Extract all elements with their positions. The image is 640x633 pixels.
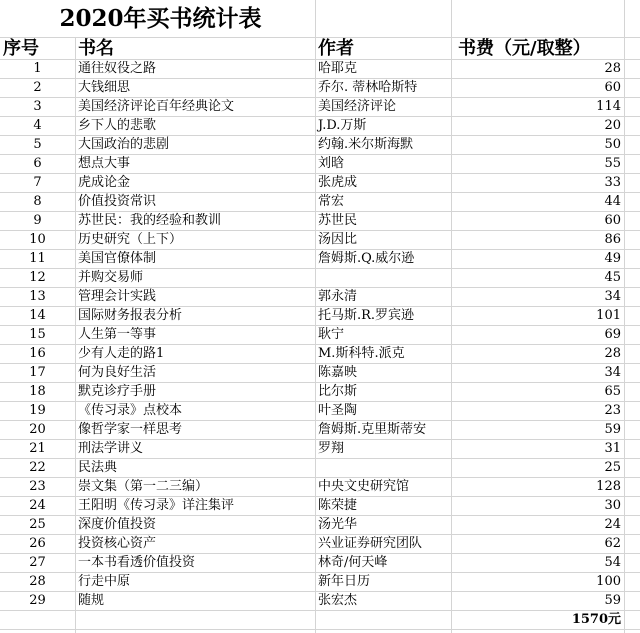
row-book[interactable]: 王阳明《传习录》详注集评 bbox=[76, 497, 316, 516]
cell[interactable] bbox=[625, 421, 640, 440]
row-index[interactable]: 5 bbox=[0, 136, 76, 155]
row-author[interactable] bbox=[316, 459, 452, 478]
row-book[interactable]: 想点大事 bbox=[76, 155, 316, 174]
row-index[interactable]: 1 bbox=[0, 60, 76, 79]
row-author[interactable]: J.D.万斯 bbox=[316, 117, 452, 136]
row-book[interactable]: 管理会计实践 bbox=[76, 288, 316, 307]
row-book[interactable]: 价值投资常识 bbox=[76, 193, 316, 212]
table-row bbox=[0, 402, 640, 421]
cell[interactable] bbox=[625, 231, 640, 250]
row-index[interactable]: 8 bbox=[0, 193, 76, 212]
row-author[interactable]: 约翰.米尔斯海默 bbox=[316, 136, 452, 155]
cell[interactable] bbox=[625, 592, 640, 611]
cell[interactable] bbox=[625, 364, 640, 383]
row-book[interactable]: 历史研究（上下） bbox=[76, 231, 316, 250]
row-author[interactable]: 兴业证券研究团队 bbox=[316, 535, 452, 554]
row-author[interactable]: 林奇/何天峰 bbox=[316, 554, 452, 573]
row-author[interactable]: 张宏杰 bbox=[316, 592, 452, 611]
cell[interactable] bbox=[316, 611, 452, 630]
row-author[interactable]: 叶圣陶 bbox=[316, 402, 452, 421]
cell[interactable] bbox=[625, 98, 640, 117]
row-index[interactable]: 19 bbox=[0, 402, 76, 421]
row-index[interactable]: 12 bbox=[0, 269, 76, 288]
row-author[interactable]: 托马斯.R.罗宾逊 bbox=[316, 307, 452, 326]
row-book[interactable]: 大国政治的悲剧 bbox=[76, 136, 316, 155]
row-author[interactable]: 比尔斯 bbox=[316, 383, 452, 402]
row-price[interactable]: 49 bbox=[452, 250, 625, 269]
header-author[interactable]: 作者 bbox=[316, 38, 452, 60]
row-index[interactable]: 29 bbox=[0, 592, 76, 611]
row-book[interactable]: 深度价值投资 bbox=[76, 516, 316, 535]
row-index[interactable]: 11 bbox=[0, 250, 76, 269]
cell[interactable] bbox=[625, 402, 640, 421]
table-row bbox=[0, 174, 640, 193]
row-author[interactable]: M.斯科特.派克 bbox=[316, 345, 452, 364]
table-row bbox=[0, 307, 640, 326]
row-author[interactable]: 常宏 bbox=[316, 193, 452, 212]
row-index[interactable]: 24 bbox=[0, 497, 76, 516]
header-price[interactable]: 书费（元/取整） bbox=[452, 38, 625, 60]
row-author[interactable]: 张虎成 bbox=[316, 174, 452, 193]
row-book[interactable]: 《传习录》点校本 bbox=[76, 402, 316, 421]
table-row bbox=[0, 497, 640, 516]
cell[interactable] bbox=[625, 383, 640, 402]
row-index[interactable]: 14 bbox=[0, 307, 76, 326]
total-row bbox=[0, 611, 640, 630]
cell[interactable] bbox=[625, 573, 640, 592]
row-index[interactable]: 27 bbox=[0, 554, 76, 573]
row-price[interactable]: 45 bbox=[452, 269, 625, 288]
row-book[interactable]: 行走中原 bbox=[76, 573, 316, 592]
row-book[interactable]: 乡下人的悲歌 bbox=[76, 117, 316, 136]
cell[interactable] bbox=[625, 0, 640, 38]
row-index[interactable]: 10 bbox=[0, 231, 76, 250]
row-index[interactable]: 25 bbox=[0, 516, 76, 535]
row-price[interactable]: 114 bbox=[452, 98, 625, 117]
row-price[interactable]: 34 bbox=[452, 288, 625, 307]
table-row bbox=[0, 345, 640, 364]
row-index[interactable]: 26 bbox=[0, 535, 76, 554]
cell[interactable] bbox=[0, 611, 76, 630]
cell[interactable] bbox=[625, 516, 640, 535]
row-index[interactable]: 21 bbox=[0, 440, 76, 459]
table-row bbox=[0, 440, 640, 459]
cell[interactable] bbox=[625, 535, 640, 554]
row-price[interactable]: 24 bbox=[452, 516, 625, 535]
cell[interactable] bbox=[625, 136, 640, 155]
table-row bbox=[0, 383, 640, 402]
row-price[interactable]: 33 bbox=[452, 174, 625, 193]
table-row bbox=[0, 288, 640, 307]
row-author[interactable]: 刘晗 bbox=[316, 155, 452, 174]
table-row bbox=[0, 592, 640, 611]
row-book[interactable]: 刑法学讲义 bbox=[76, 440, 316, 459]
row-index[interactable]: 22 bbox=[0, 459, 76, 478]
row-index[interactable]: 4 bbox=[0, 117, 76, 136]
row-author[interactable]: 哈耶克 bbox=[316, 60, 452, 79]
header-index[interactable]: 序号 bbox=[0, 38, 76, 60]
row-price[interactable]: 30 bbox=[452, 497, 625, 516]
row-book[interactable]: 何为良好生活 bbox=[76, 364, 316, 383]
row-author[interactable]: 罗翔 bbox=[316, 440, 452, 459]
row-book[interactable]: 一本书看透价值投资 bbox=[76, 554, 316, 573]
table-row bbox=[0, 250, 640, 269]
table-row bbox=[0, 269, 640, 288]
row-book[interactable]: 大钱细思 bbox=[76, 79, 316, 98]
row-price[interactable]: 23 bbox=[452, 402, 625, 421]
cell[interactable] bbox=[625, 212, 640, 231]
row-book[interactable]: 虎成论金 bbox=[76, 174, 316, 193]
table-row bbox=[0, 212, 640, 231]
cell[interactable] bbox=[625, 193, 640, 212]
row-book[interactable]: 投资核心资产 bbox=[76, 535, 316, 554]
row-price[interactable]: 86 bbox=[452, 231, 625, 250]
row-book[interactable]: 崇文集（第一二三编） bbox=[76, 478, 316, 497]
row-book[interactable]: 随规 bbox=[76, 592, 316, 611]
row-index[interactable]: 2 bbox=[0, 79, 76, 98]
row-price[interactable]: 60 bbox=[452, 79, 625, 98]
row-index[interactable]: 23 bbox=[0, 478, 76, 497]
table-row bbox=[0, 459, 640, 478]
table-row bbox=[0, 98, 640, 117]
row-author[interactable]: 美国经济评论 bbox=[316, 98, 452, 117]
table-row bbox=[0, 478, 640, 497]
table-row bbox=[0, 554, 640, 573]
cell[interactable] bbox=[625, 554, 640, 573]
cell[interactable] bbox=[76, 611, 316, 630]
row-price[interactable]: 59 bbox=[452, 421, 625, 440]
table-row bbox=[0, 535, 640, 554]
cell[interactable] bbox=[625, 478, 640, 497]
row-author[interactable]: 陈荣捷 bbox=[316, 497, 452, 516]
row-price[interactable]: 128 bbox=[452, 478, 625, 497]
cell[interactable] bbox=[625, 79, 640, 98]
table-row bbox=[0, 60, 640, 79]
table-row bbox=[0, 117, 640, 136]
table-title[interactable]: 2020年买书统计表 bbox=[0, 0, 316, 38]
row-author[interactable]: 郭永清 bbox=[316, 288, 452, 307]
total-value[interactable]: 1570元 bbox=[452, 611, 625, 630]
row-price[interactable]: 25 bbox=[452, 459, 625, 478]
row-price[interactable]: 100 bbox=[452, 573, 625, 592]
row-book[interactable]: 民法典 bbox=[76, 459, 316, 478]
row-price[interactable]: 20 bbox=[452, 117, 625, 136]
row-price[interactable]: 60 bbox=[452, 212, 625, 231]
row-author[interactable] bbox=[316, 269, 452, 288]
row-author[interactable]: 中央文史研究馆 bbox=[316, 478, 452, 497]
row-author[interactable]: 苏世民 bbox=[316, 212, 452, 231]
table-row bbox=[0, 231, 640, 250]
cell[interactable] bbox=[625, 497, 640, 516]
row-index[interactable]: 15 bbox=[0, 326, 76, 345]
header-book[interactable]: 书名 bbox=[76, 38, 316, 60]
cell[interactable] bbox=[625, 326, 640, 345]
row-book[interactable]: 美国经济评论百年经典论文 bbox=[76, 98, 316, 117]
cell[interactable] bbox=[316, 0, 452, 38]
row-book[interactable]: 美国官僚体制 bbox=[76, 250, 316, 269]
cell[interactable] bbox=[625, 155, 640, 174]
cell[interactable] bbox=[625, 60, 640, 79]
row-index[interactable]: 18 bbox=[0, 383, 76, 402]
cell[interactable] bbox=[625, 307, 640, 326]
row-index[interactable]: 6 bbox=[0, 155, 76, 174]
cell[interactable] bbox=[625, 117, 640, 136]
cell[interactable] bbox=[625, 174, 640, 193]
row-book[interactable]: 通往奴役之路 bbox=[76, 60, 316, 79]
row-book[interactable]: 并购交易师 bbox=[76, 269, 316, 288]
cell[interactable] bbox=[625, 440, 640, 459]
row-book[interactable]: 苏世民：我的经验和教训 bbox=[76, 212, 316, 231]
row-index[interactable]: 20 bbox=[0, 421, 76, 440]
row-price[interactable]: 59 bbox=[452, 592, 625, 611]
table-row bbox=[0, 155, 640, 174]
row-price[interactable]: 28 bbox=[452, 345, 625, 364]
row-price[interactable]: 28 bbox=[452, 60, 625, 79]
row-book[interactable]: 国际财务报表分析 bbox=[76, 307, 316, 326]
cell[interactable] bbox=[625, 288, 640, 307]
row-price[interactable]: 44 bbox=[452, 193, 625, 212]
table-row bbox=[0, 421, 640, 440]
cell[interactable] bbox=[625, 345, 640, 364]
row-price[interactable]: 101 bbox=[452, 307, 625, 326]
row-price[interactable]: 54 bbox=[452, 554, 625, 573]
row-price[interactable]: 31 bbox=[452, 440, 625, 459]
table-row bbox=[0, 364, 640, 383]
table-row bbox=[0, 516, 640, 535]
row-author[interactable]: 乔尔. 蒂林哈斯特 bbox=[316, 79, 452, 98]
row-author[interactable]: 耿宁 bbox=[316, 326, 452, 345]
row-price[interactable]: 65 bbox=[452, 383, 625, 402]
row-author[interactable]: 陈嘉映 bbox=[316, 364, 452, 383]
row-index[interactable]: 17 bbox=[0, 364, 76, 383]
header-row bbox=[0, 38, 640, 60]
cell[interactable] bbox=[625, 250, 640, 269]
cell[interactable] bbox=[452, 0, 625, 38]
cell[interactable] bbox=[625, 459, 640, 478]
row-price[interactable]: 50 bbox=[452, 136, 625, 155]
cell[interactable] bbox=[625, 611, 640, 630]
table-row bbox=[0, 193, 640, 212]
title-row bbox=[0, 0, 640, 38]
row-price[interactable]: 55 bbox=[452, 155, 625, 174]
table-row bbox=[0, 79, 640, 98]
row-index[interactable]: 7 bbox=[0, 174, 76, 193]
row-author[interactable]: 汤因比 bbox=[316, 231, 452, 250]
row-price[interactable]: 62 bbox=[452, 535, 625, 554]
row-index[interactable]: 9 bbox=[0, 212, 76, 231]
row-index[interactable]: 16 bbox=[0, 345, 76, 364]
row-author[interactable]: 新年日历 bbox=[316, 573, 452, 592]
table-row bbox=[0, 573, 640, 592]
cell[interactable] bbox=[625, 269, 640, 288]
row-author[interactable]: 詹姆斯.Q.威尔逊 bbox=[316, 250, 452, 269]
cell[interactable] bbox=[625, 38, 640, 60]
row-price[interactable]: 69 bbox=[452, 326, 625, 345]
row-book[interactable]: 少有人走的路1 bbox=[76, 345, 316, 364]
row-price[interactable]: 34 bbox=[452, 364, 625, 383]
row-index[interactable]: 28 bbox=[0, 573, 76, 592]
row-index[interactable]: 13 bbox=[0, 288, 76, 307]
row-book[interactable]: 人生第一等事 bbox=[76, 326, 316, 345]
row-book[interactable]: 像哲学家一样思考 bbox=[76, 421, 316, 440]
row-author[interactable]: 汤光华 bbox=[316, 516, 452, 535]
table-row bbox=[0, 136, 640, 155]
row-index[interactable]: 3 bbox=[0, 98, 76, 117]
table-row bbox=[0, 326, 640, 345]
row-book[interactable]: 默克诊疗手册 bbox=[76, 383, 316, 402]
row-author[interactable]: 詹姆斯.克里斯蒂安 bbox=[316, 421, 452, 440]
